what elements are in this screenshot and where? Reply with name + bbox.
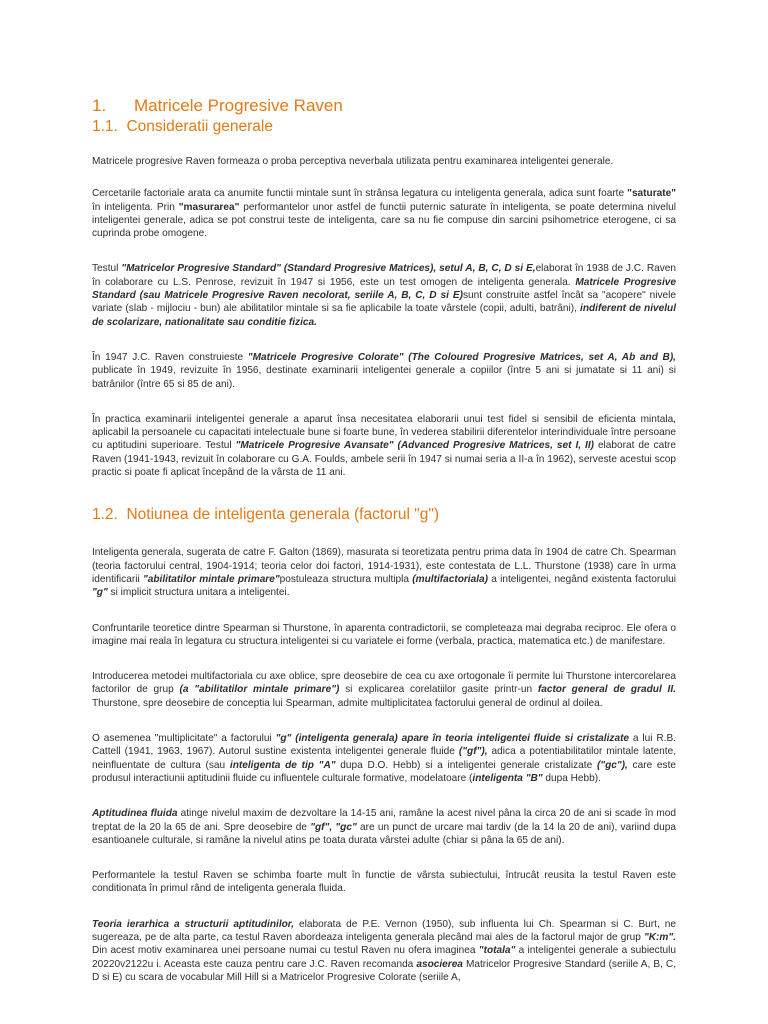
text-run: "totala" xyxy=(478,945,516,957)
text-run: Introducerea metodei multifactoriala cu axe oblice, spre deosebire de cea cu axe ortogonale îi permite lui Thurstone intercorelarea factorilor de grup xyxy=(92,671,676,696)
text-run: si explicarea corelatiilor gasite printr-un xyxy=(339,684,538,696)
text-run: ("gc"), xyxy=(596,759,628,771)
text-run: Teoria ierarhica a structurii aptitudinilor, xyxy=(92,918,294,930)
text-run: Din acest motiv examinarea unei persoane numai cu testul Raven nu ofera imaginea xyxy=(92,945,479,957)
text-run: Cercetarile factoriale arata ca anumite functii mintale sunt în strânsa legatura cu inteligenta generala, adica sunt foarte xyxy=(92,188,628,200)
text-run: "Matricelor Progresive Standard" (Standard Progresive Matrices), setul A, B, C, D si E, xyxy=(121,263,536,275)
text-run: elaborata de P.E. Vernon (1950), sub influenta lui Ch. Spearman si C. Burt, ne sugereaza, pe de alta parte, ca testul Raven abordeaza inteligenta generala plecând mai ales de la factorul major de grup xyxy=(92,918,676,943)
heading-1-number: 1. xyxy=(92,96,107,115)
text-run: Matricelor Progresive Standard (seriile A, B, C, D si E) cu scara de vocabular Mill Hill si a Matricelor Progresive Colorate (seriile A, xyxy=(92,958,676,983)
text-run: care este produsul interactiunii aptitudinii fluide cu influentele culturale formative, modelatoare ( xyxy=(92,759,677,784)
text-run: a inteligentei generale a subiectulu 20220v2122u i. Aceasta este cauza pentru care J.C. Raven recomanda xyxy=(92,945,676,970)
text-run: "masurarea" xyxy=(178,201,240,213)
text-run: Inteligenta generala, sugerata de catre F. Galton (1869), masurata si teoretizata pentru prima data în 1904 de catre Ch. Spearman (teoria factorului central, 1904-1914; teoria celor doi factori, 1914-1931), este contestata de L.L. Thurstone (1938) care în urma identificarii xyxy=(92,547,676,585)
text-run: dupa Hebb). xyxy=(542,772,601,784)
paragraph-multifactorial xyxy=(92,670,676,710)
text-run: a lui R.B. Cattell (1941, 1963, 1967). Autorul sustine existenta inteligentei generale fluide xyxy=(92,733,676,758)
paragraph-cattell xyxy=(92,732,676,785)
text-run: asocierea xyxy=(416,958,463,970)
text-run: "g" xyxy=(92,587,108,599)
text-run: Testul xyxy=(92,263,122,275)
text-run: are un punct de urcare mai tardiv (de la 14 la 20 de ani), variind dupa esantioanele culturale, si ramâne la nivelul atins pe toata durata vârstei adulte (chiar si pâna la 65 de ani). xyxy=(92,821,676,846)
heading-1-2 xyxy=(92,505,676,525)
paragraph-fluid-aptitude xyxy=(92,807,676,847)
heading-1-1 xyxy=(92,117,676,137)
text-run: "K:m". xyxy=(643,931,676,943)
text-run: "Matricele Progresive Colorate" (The Coloured Progresive Matrices, set A, Ab and B), xyxy=(247,351,676,363)
text-run: "abilitatilor mintale primare" xyxy=(142,573,280,585)
heading-1-1-text: Consideratii generale xyxy=(126,118,273,135)
text-run: "saturate" xyxy=(627,188,676,200)
text-run: elaborat în 1938 de J.C. Raven în colaborare cu L.S. Penrose, revizuit în 1947 si 1956, este un test omogen de inteligenta generala. xyxy=(92,263,676,288)
text-run: postuleaza structura multipla xyxy=(279,573,413,585)
text-run: (multifactoriala) xyxy=(412,573,488,585)
heading-1-2-text: Notiunea de inteligenta generala (factorul "g") xyxy=(126,506,440,524)
text-run: inteligenta "B" xyxy=(472,772,543,784)
text-run: sunt construite astfel încât sa "acopere" nivele variate (slab - mijlociu - bun) ale abilitatilor mintale si sa fie aplicabile la toate vârstele (copii, adulti, batrâni), xyxy=(92,290,676,315)
text-run: factor general de gradul II. xyxy=(537,684,676,696)
text-run: atinge nivelul maxim de dezvoltare la 14-15 ani, ramâne la acest nivel pâna la circa 20 de ani si scade în mod treptat de la 20 la 65 de ani. Spre deosebire de xyxy=(92,808,676,833)
text-run: În practica examinarii inteligentei generale a aparut însa necesitatea elaborarii unui test fidel si sensibil de eficienta mintala, aplicabil la persoanele cu capacitati intelectuale bune si foarte bune, în vederea stabilirii diferentelor interindividuale între persoane cu aptitudini superioare. Testul xyxy=(92,413,676,452)
text-run: "Matricele Progresive Avansate" (Advanced Progresive Matrices, set I, II) xyxy=(235,440,594,452)
text-run: ("gf"), xyxy=(458,746,488,758)
heading-1-1-number: 1.1. xyxy=(92,118,118,135)
heading-1-text: Matricele Progresive Raven xyxy=(134,96,343,115)
paragraph-confrontations: Confruntarile teoretice dintre Spearman si Thurstone, în aparenta contradictorii, se completeaza mai degraba reciproc. Ele ofera o imagine mai reala în legatura cu structura inteligentei si cu variatele ei forme (verbala, practica, matematica etc.) de manifestare. xyxy=(92,622,676,647)
text-run: Matricele Progresive Standard (sau Matricele Progresive Raven necolorat, seriile A, B, C, D si E) xyxy=(92,276,676,302)
text-run: "g" (inteligenta generala) apare în teoria inteligentei fluide si cristalizate xyxy=(275,733,630,745)
heading-1-2-number: 1.2. xyxy=(92,506,118,524)
document-page xyxy=(92,96,676,984)
paragraph-intro: Matricele progresive Raven formeaza o proba perceptiva neverbala utilizata pentru examinarea inteligentei generale. xyxy=(92,156,614,167)
text-run: elaborat de catre Raven (1941-1943, revizuit în colaborare cu G.A. Foulds, ambele serii în 1947 si numai seria a II-a în 1962), serveste acestui scop practic si poate fi aplicat începând de la vârsta de 11 ani. xyxy=(92,440,677,479)
text-run: în inteligenta. Prin xyxy=(92,201,179,213)
paragraph-general-intelligence xyxy=(92,546,676,599)
paragraph-factorial xyxy=(92,187,676,240)
paragraph-hierarchy xyxy=(92,918,676,984)
paragraph-standard-test xyxy=(92,262,676,328)
text-run: În 1947 J.C. Raven construieste xyxy=(92,351,248,363)
text-run: inteligenta de tip "A" xyxy=(229,759,336,771)
text-run: performantelor unor astfel de functii puternic saturate în inteligenta, se poate determina nivelul inteligentei generale, adica se pot construi teste de inteligenta, care sa nu fie compuse din sarcini psihometrice eterogene, ci sa cuprinda probe omogene. xyxy=(92,201,676,240)
text-run: O asemenea "multiplicitate" a factorului xyxy=(92,733,276,745)
text-run: Aptitudinea fluida xyxy=(92,808,178,820)
text-run: publicate în 1949, revizuite în 1956, destinate examinarii inteligentei generale a copiilor (între 5 ani si jumatate si 11 ani) si batrânilor (între 65 si 85 de ani). xyxy=(92,365,676,390)
text-run: si implicit structura unitara a inteligentei. xyxy=(107,587,290,599)
text-run: a inteligentei, negând existenta factorului xyxy=(488,573,676,585)
paragraph-performance: Performantele la testul Raven se schimba foarte mult în functie de vârsta subiectului, întrucât reusita la testul Raven este conditionata în primul rând de inteligenta generala fluida. xyxy=(92,870,676,895)
paragraph-advanced-test xyxy=(92,413,676,479)
paragraph-colored-test xyxy=(92,351,676,391)
text-run: indiferent de nivelul de scolarizare, nationalitate sau conditie fizica. xyxy=(92,303,677,328)
text-run: (a "abilitatilor mintale primare") xyxy=(179,684,340,696)
text-run: dupa D.O. Hebb) si a inteligentei generale cristalizate xyxy=(335,759,597,771)
heading-1 xyxy=(92,96,676,116)
text-run: "gf", "gc" xyxy=(310,821,357,833)
text-run: Thurstone, spre deosebire de conceptia lui Spearman, admite multiplicitatea factorului general de ordinul al doilea. xyxy=(92,697,603,709)
text-run: adica a potentiabilitatilor mintale latente, neinfluentate de cultura (sau xyxy=(92,746,677,771)
